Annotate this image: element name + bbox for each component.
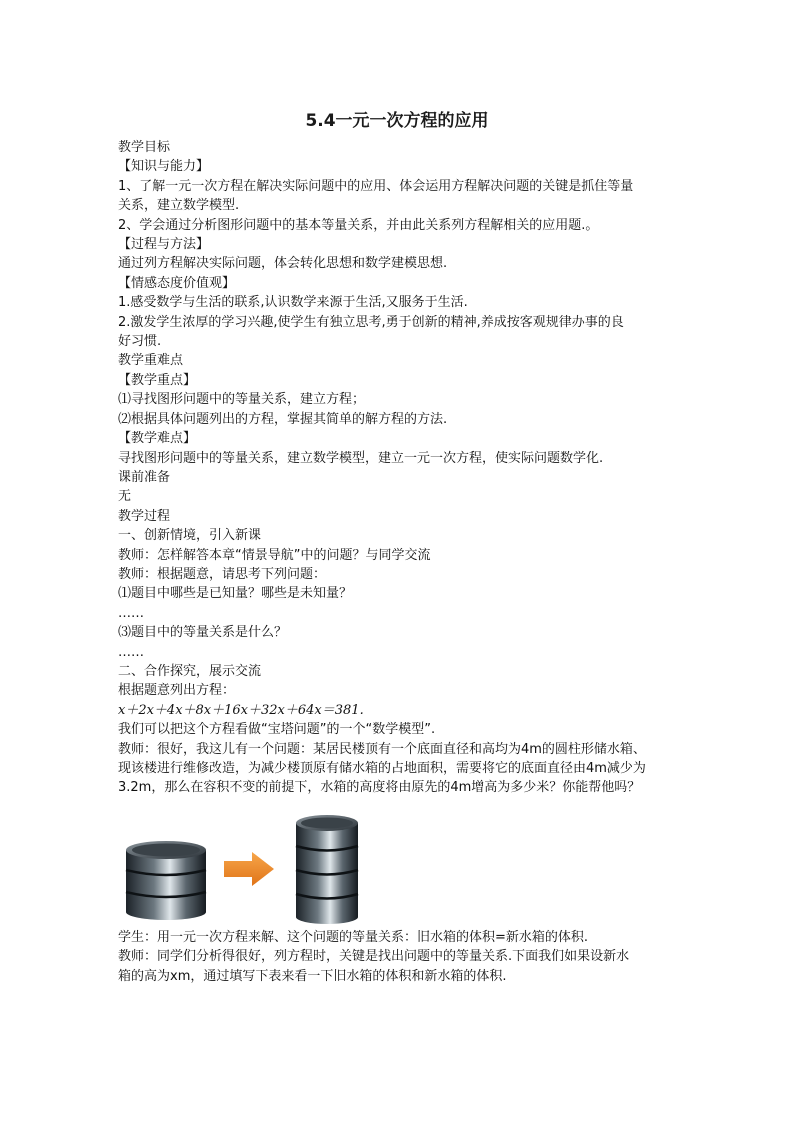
barrel-figure xyxy=(118,820,678,928)
ellipsis-line: …… xyxy=(118,644,144,660)
text-line: 我们可以把这个方程看做“宝塔问题”的一个“数学模型”. xyxy=(118,722,436,738)
section-heading: 教学目标 xyxy=(118,140,171,155)
text-line: 2、学会通过分析图形问题中的基本等量关系，并由此关系列方程解相关的应用题.。 xyxy=(118,217,599,233)
text-line: 关系，建立数学模型. xyxy=(118,198,240,214)
text-line: 1、了解一元一次方程在解决实际问题中的应用、体会运用方程解决问题的关键是抓住等量 xyxy=(118,178,634,194)
equation-line: x＋2x＋4x＋8x＋16x＋32x＋64x＝381. xyxy=(118,702,364,718)
text-line: ⑶题目中的等量关系是什么？ xyxy=(118,625,288,641)
text-line: 根据题意列出方程： xyxy=(118,683,236,699)
text-line: ⑴题目中哪些是已知量？哪些是未知量？ xyxy=(118,586,353,602)
text-line: 3.2m，那么在容积不变的前提下，水箱的高度将由原先的4m增高为多少米？你能帮他吗？ xyxy=(118,780,641,796)
new-barrel-image xyxy=(294,814,360,926)
text-line: 教师：怎样解答本章“情景导航”中的问题？与同学交流 xyxy=(118,547,431,563)
text-line: 一、创新情境，引入新课 xyxy=(118,528,262,544)
text-line: 寻找图形问题中的等量关系，建立数学模型，建立一元一次方程，使实际问题数学化. xyxy=(118,450,604,466)
text-line: 2.激发学生浓厚的学习兴趣,使学生有独立思考,勇于创新的精神,养成按客观规律办事的良 xyxy=(118,314,624,330)
text-line: 1.感受数学与生活的联系,认识数学来源于生活,又服务于生活. xyxy=(118,295,468,311)
document-body xyxy=(118,138,678,986)
section-heading: 课前准备 xyxy=(118,469,171,485)
old-barrel-image xyxy=(124,840,208,922)
subsection-heading: 【教学难点】 xyxy=(118,431,197,447)
text-line: 箱的高为xm，通过填写下表来看一下旧水箱的体积和新水箱的体积. xyxy=(118,968,507,984)
text-line: 二、合作探究，展示交流 xyxy=(118,663,262,679)
subsection-heading: 【教学重点】 xyxy=(118,372,197,388)
text-line: 教师：同学们分析得很好，列方程时，关键是找出问题中的等量关系.下面我们如果设新水 xyxy=(118,949,630,965)
page-title: 5.4一元一次方程的应用 xyxy=(305,111,489,131)
text-line: 现该楼进行维修改造，为减少楼顶原有储水箱的占地面积，需要将它的底面直径由4m减少为 xyxy=(118,761,646,776)
text-line: 学生：用一元一次方程来解、这个问题的等量关系：旧水箱的体积=新水箱的体积. xyxy=(118,929,589,945)
subsection-heading: 【过程与方法】 xyxy=(118,237,210,253)
ellipsis-line: …… xyxy=(118,605,144,621)
subsection-heading: 【知识与能力】 xyxy=(118,159,210,175)
section-heading: 教学过程 xyxy=(118,508,171,524)
text-line: 教师：很好，我这儿有一个问题：某居民楼顶有一个底面直径和高均为4m的圆柱形储水箱、 xyxy=(118,741,646,757)
section-heading: 教学重难点 xyxy=(118,353,184,369)
text-line: 教师：根据题意，请思考下列问题： xyxy=(118,566,327,582)
right-arrow-icon xyxy=(224,852,274,886)
text-line: ⑴寻找图形问题中的等量关系，建立方程； xyxy=(118,392,366,408)
subsection-heading: 【情感态度价值观】 xyxy=(118,275,236,291)
text-line: ⑵根据具体问题列出的方程，掌握其简单的解方程的方法. xyxy=(118,411,448,427)
text-line: 无 xyxy=(118,489,132,505)
text-line: 好习惯. xyxy=(118,334,162,350)
text-line: 通过列方程解决实际问题，体会转化思想和数学建模思想. xyxy=(118,256,448,272)
